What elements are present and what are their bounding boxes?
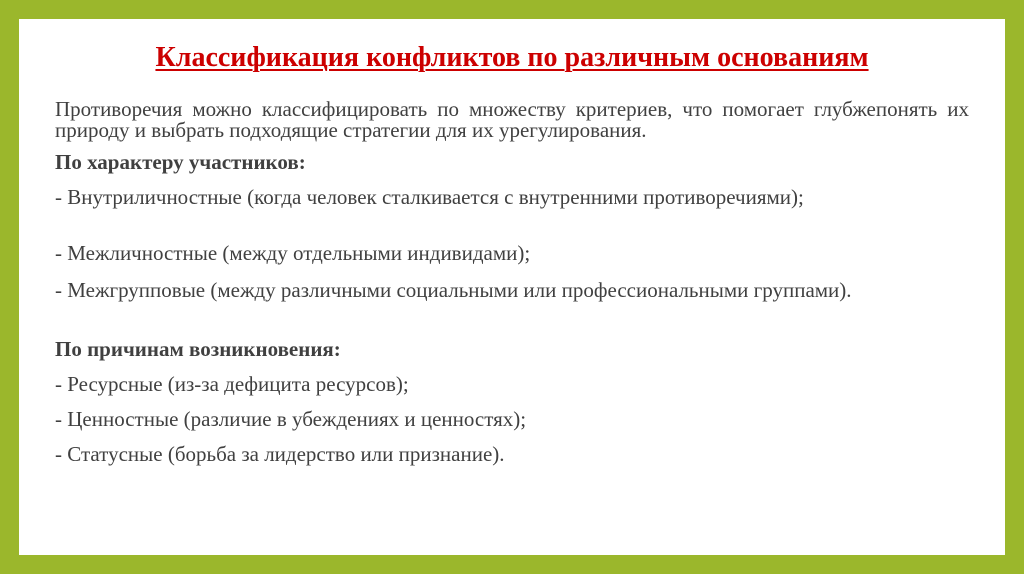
slide-title: Классификация конфликтов по различным основаниям <box>155 42 869 73</box>
slide-content <box>19 19 1005 555</box>
list-item-value: - Ценностные (различие в убеждениях и ценностях); <box>55 407 527 431</box>
list-item-intergroup: - Межгрупповые (между различными социальными или профессиональными группами). <box>55 278 852 302</box>
causes-heading: По причинам возникновения: <box>55 337 341 361</box>
list-item-resource: - Ресурсные (из-за дефицита ресурсов); <box>55 372 409 396</box>
list-item-status: - Статусные (борьба за лидерство или признание). <box>55 442 505 466</box>
list-item-interpersonal: - Межличностные (между отдельными индивидами); <box>55 241 531 265</box>
participants-heading: По характеру участников: <box>55 150 306 174</box>
list-item-intrapersonal: - Внутриличностные (когда человек сталкивается с внутренними противоречиями); <box>55 185 804 209</box>
intro-paragraph: Противоречия можно классифицировать по множеству критериев, что помогает глубжепонять их природу и выбрать подходящие стратегии для их урегулирования. <box>55 97 969 142</box>
